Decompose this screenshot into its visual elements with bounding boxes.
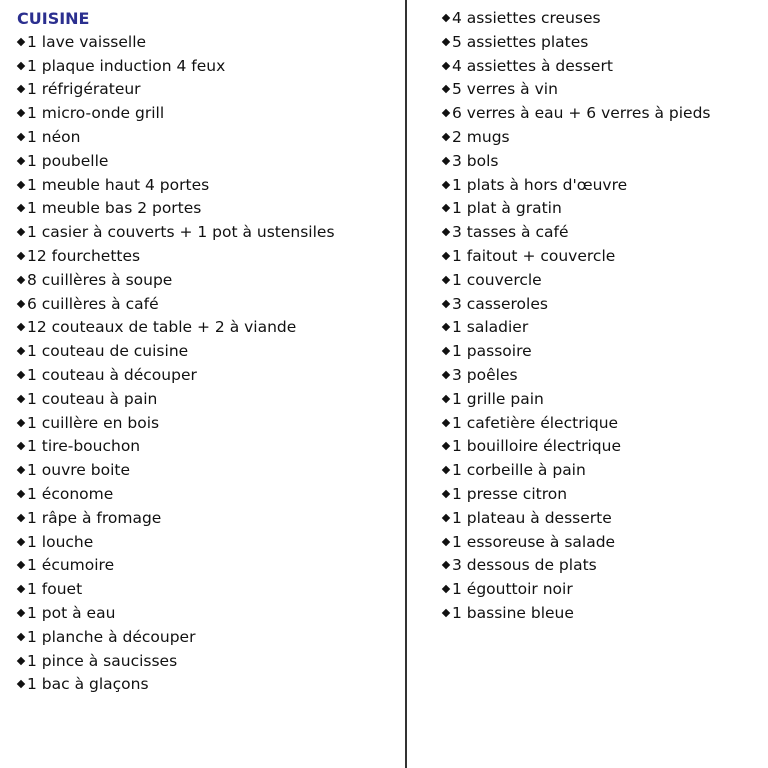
item-text: 1 essoreuse à salade: [452, 532, 616, 551]
bullet-icon: [442, 347, 450, 355]
item-text: 1 égouttoir noir: [452, 580, 573, 599]
item-text: 1 casier à couverts + 1 pot à ustensiles: [27, 223, 335, 242]
list-item: [17, 650, 397, 674]
list-item: [17, 245, 397, 269]
list-item: [17, 316, 397, 340]
item-text: 1 couteau à découper: [27, 365, 197, 384]
bullet-icon: [442, 609, 450, 617]
list-item: [442, 435, 762, 459]
list-item: [442, 364, 762, 388]
item-text: 1 ouvre boite: [27, 461, 131, 480]
bullet-icon: [17, 561, 25, 569]
list-item: [442, 602, 762, 626]
bullet-icon: [17, 609, 25, 617]
item-text: 12 couteaux de table + 2 à viande: [27, 318, 297, 337]
bullet-icon: [17, 323, 25, 331]
bullet-icon: [442, 180, 450, 188]
list-item: [17, 578, 397, 602]
list-item: [442, 102, 762, 126]
list-item: [17, 435, 397, 459]
list-item: [17, 150, 397, 174]
bullet-icon: [17, 442, 25, 450]
bullet-icon: [17, 371, 25, 379]
item-text: 1 meuble haut 4 portes: [27, 175, 210, 194]
bullet-icon: [442, 561, 450, 569]
item-text: 1 économe: [27, 484, 114, 503]
list-item: [442, 554, 762, 578]
item-text: 1 passoire: [452, 342, 532, 361]
item-text: 1 tire-bouchon: [27, 437, 141, 456]
item-text: 1 plaque induction 4 feux: [27, 56, 226, 75]
item-text: 1 couteau à pain: [27, 389, 158, 408]
list-item: [17, 554, 397, 578]
list-item: [17, 340, 397, 364]
bullet-icon: [17, 276, 25, 284]
bullet-icon: [442, 133, 450, 141]
list-item: [442, 7, 762, 31]
section-heading: CUISINE: [17, 9, 90, 28]
list-item: [442, 316, 762, 340]
list-item: [442, 31, 762, 55]
item-text: 1 lave vaisselle: [27, 32, 147, 51]
list-item: [442, 340, 762, 364]
bullet-icon: [17, 133, 25, 141]
list-item: [442, 578, 762, 602]
bullet-icon: [442, 109, 450, 117]
item-text: 5 assiettes plates: [452, 32, 589, 51]
list-item: [442, 507, 762, 531]
item-text: 1 planche à découper: [27, 627, 196, 646]
bullet-icon: [17, 466, 25, 474]
left-item-list: [17, 31, 397, 697]
item-text: 3 bols: [452, 151, 499, 170]
list-item: [442, 269, 762, 293]
item-text: 1 poubelle: [27, 151, 109, 170]
list-item: [17, 293, 397, 317]
item-text: 1 bac à glaçons: [27, 675, 149, 694]
bullet-icon: [442, 204, 450, 212]
list-item: [442, 197, 762, 221]
bullet-icon: [442, 61, 450, 69]
item-text: 1 couteau de cuisine: [27, 342, 189, 361]
bullet-icon: [17, 180, 25, 188]
list-item: [17, 459, 397, 483]
item-text: 1 écumoire: [27, 556, 115, 575]
list-item: [442, 174, 762, 198]
item-text: 1 pot à eau: [27, 603, 116, 622]
item-text: 1 presse citron: [452, 484, 568, 503]
bullet-icon: [17, 632, 25, 640]
list-item: [442, 483, 762, 507]
item-text: 5 verres à vin: [452, 80, 558, 99]
bullet-icon: [17, 395, 25, 403]
bullet-icon: [17, 680, 25, 688]
item-text: 2 mugs: [452, 127, 510, 146]
item-text: 6 verres à eau + 6 verres à pieds: [452, 104, 711, 123]
list-item: [442, 293, 762, 317]
list-item: [17, 269, 397, 293]
bullet-icon: [442, 537, 450, 545]
item-text: 1 louche: [27, 532, 94, 551]
bullet-icon: [442, 371, 450, 379]
bullet-icon: [17, 204, 25, 212]
item-text: 1 meuble bas 2 portes: [27, 199, 202, 218]
bullet-icon: [17, 537, 25, 545]
list-item: [442, 55, 762, 79]
item-text: 1 plateau à desserte: [452, 508, 612, 527]
left-column: [17, 7, 397, 697]
bullet-icon: [442, 14, 450, 22]
list-item: [17, 174, 397, 198]
bullet-icon: [17, 61, 25, 69]
item-text: 1 bouilloire électrique: [452, 437, 621, 456]
bullet-icon: [442, 513, 450, 521]
bullet-icon: [442, 157, 450, 165]
item-text: 1 plat à gratin: [452, 199, 562, 218]
bullet-icon: [442, 252, 450, 260]
list-item: [17, 531, 397, 555]
list-item: [17, 483, 397, 507]
list-item: [17, 412, 397, 436]
bullet-icon: [17, 347, 25, 355]
list-item: [17, 78, 397, 102]
bullet-icon: [442, 323, 450, 331]
bullet-icon: [442, 442, 450, 450]
list-item: [17, 388, 397, 412]
list-item: [17, 55, 397, 79]
list-item: [442, 531, 762, 555]
bullet-icon: [442, 228, 450, 236]
bullet-icon: [442, 38, 450, 46]
list-item: [17, 31, 397, 55]
list-item: [17, 102, 397, 126]
bullet-icon: [17, 38, 25, 46]
item-text: 12 fourchettes: [27, 246, 141, 265]
list-item: [442, 412, 762, 436]
item-text: 1 saladier: [452, 318, 529, 337]
item-text: 1 cuillère en bois: [27, 413, 160, 432]
bullet-icon: [17, 252, 25, 260]
list-item: [17, 673, 397, 697]
right-item-list: [442, 7, 762, 626]
list-item: [442, 459, 762, 483]
item-text: 1 micro-onde grill: [27, 104, 165, 123]
bullet-icon: [442, 490, 450, 498]
list-item: [17, 221, 397, 245]
item-text: 1 grille pain: [452, 389, 544, 408]
right-column: [442, 7, 762, 626]
bullet-icon: [17, 513, 25, 521]
list-item: [442, 388, 762, 412]
bullet-icon: [442, 276, 450, 284]
bullet-icon: [442, 395, 450, 403]
bullet-icon: [17, 228, 25, 236]
bullet-icon: [442, 299, 450, 307]
item-text: 1 fouet: [27, 580, 83, 599]
list-item: [17, 602, 397, 626]
item-text: 8 cuillères à soupe: [27, 270, 173, 289]
item-text: 1 couvercle: [452, 270, 542, 289]
list-item: [442, 126, 762, 150]
item-text: 1 néon: [27, 127, 81, 146]
list-item: [17, 626, 397, 650]
bullet-icon: [17, 299, 25, 307]
bullet-icon: [17, 656, 25, 664]
item-text: 3 poêles: [452, 365, 518, 384]
item-text: 4 assiettes creuses: [452, 9, 601, 27]
bullet-icon: [17, 490, 25, 498]
list-item: [17, 507, 397, 531]
bullet-icon: [442, 418, 450, 426]
bullet-icon: [17, 157, 25, 165]
bullet-icon: [17, 109, 25, 117]
item-text: 1 bassine bleue: [452, 603, 574, 622]
item-text: 1 plats à hors d'œuvre: [452, 175, 628, 194]
item-text: 4 assiettes à dessert: [452, 56, 613, 75]
item-text: 3 tasses à café: [452, 223, 569, 242]
list-item: [17, 364, 397, 388]
item-text: 1 pince à saucisses: [27, 651, 178, 670]
item-text: 1 faitout + couvercle: [452, 246, 616, 265]
item-text: 1 cafetière électrique: [452, 413, 619, 432]
list-item: [442, 78, 762, 102]
list-item: [17, 197, 397, 221]
list-item: [442, 150, 762, 174]
bullet-icon: [442, 466, 450, 474]
bullet-icon: [17, 418, 25, 426]
bullet-icon: [17, 85, 25, 93]
bullet-icon: [442, 585, 450, 593]
bullet-icon: [17, 585, 25, 593]
list-item: [442, 245, 762, 269]
item-text: 1 râpe à fromage: [27, 508, 162, 527]
bullet-icon: [442, 85, 450, 93]
item-text: 1 réfrigérateur: [27, 80, 141, 99]
list-item: [442, 221, 762, 245]
item-text: 3 dessous de plats: [452, 556, 597, 575]
list-item: [17, 126, 397, 150]
column-divider: [405, 0, 407, 768]
item-text: 3 casseroles: [452, 294, 548, 313]
item-text: 1 corbeille à pain: [452, 461, 586, 480]
item-text: 6 cuillères à café: [27, 294, 159, 313]
